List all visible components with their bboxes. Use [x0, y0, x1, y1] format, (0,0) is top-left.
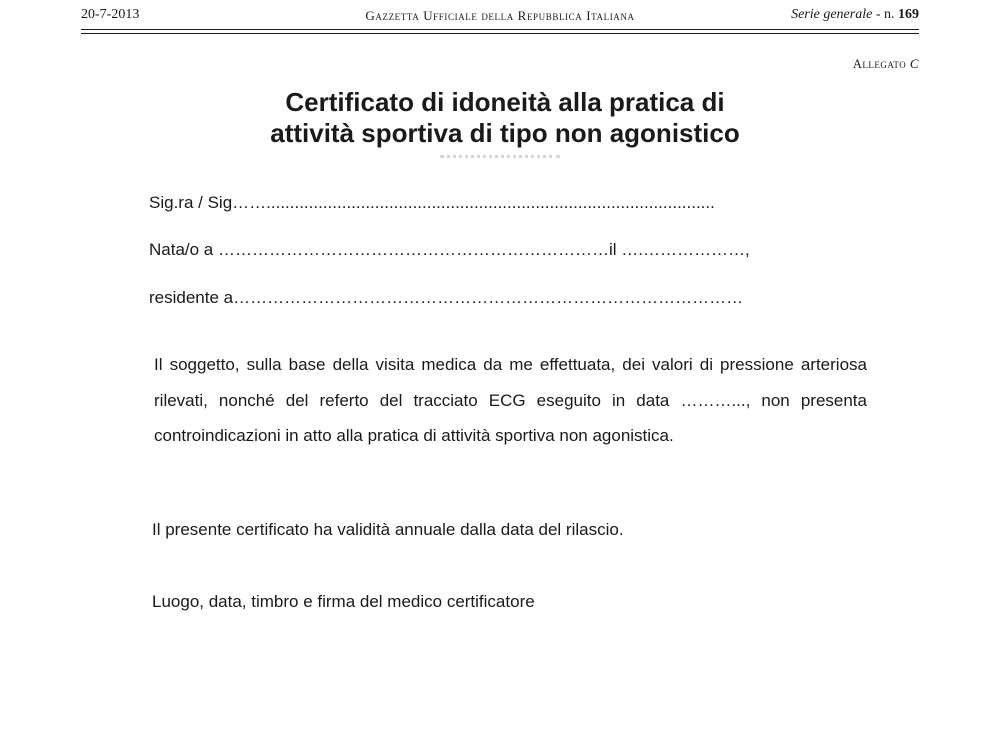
signature-line: Luogo, data, timbro e firma del medico certificatore [152, 592, 535, 611]
certificate-title-line-1: Certificato di idoneità alla pratica di [285, 87, 725, 117]
certificate-title-line-2: attività sportiva di tipo non agonistico [270, 118, 740, 148]
birth-field: Nata/o a ……………………………………………………………il ….………………, [149, 240, 750, 259]
annex-label [853, 56, 919, 72]
header-date: 20-7-2013 [81, 7, 140, 22]
header-rule-thin [81, 33, 919, 34]
name-field: Sig.ra / Sig……............................................................................................... [149, 193, 715, 212]
header-serie-label: Serie generale [791, 7, 873, 22]
residence-field: residente a……………………………………………………………………………… [149, 288, 744, 307]
header-serie-number: 169 [898, 7, 919, 22]
page-header [81, 6, 919, 28]
header-serie [791, 7, 919, 23]
header-gazette-title: Gazzetta Ufficiale della Repubblica Italiana [365, 8, 635, 23]
annex-letter: C [909, 56, 919, 71]
header-serie-separator: - n. [872, 7, 898, 22]
header-rule-thick [81, 29, 919, 30]
scan-artifact [440, 155, 560, 164]
fitness-statement: Il soggetto, sulla base della visita medica da me effettuata, dei valori di pressione arteriosa rilevati, nonché del referto del tracciato ECG eseguito in data ………..., non presenta controindicazioni in atto alla pratica di attività sportiva non agonistica. [154, 355, 867, 445]
validity-statement: Il presente certificato ha validità annuale dalla data del rilascio. [152, 520, 624, 539]
annex-label-text: Allegato [852, 57, 907, 71]
